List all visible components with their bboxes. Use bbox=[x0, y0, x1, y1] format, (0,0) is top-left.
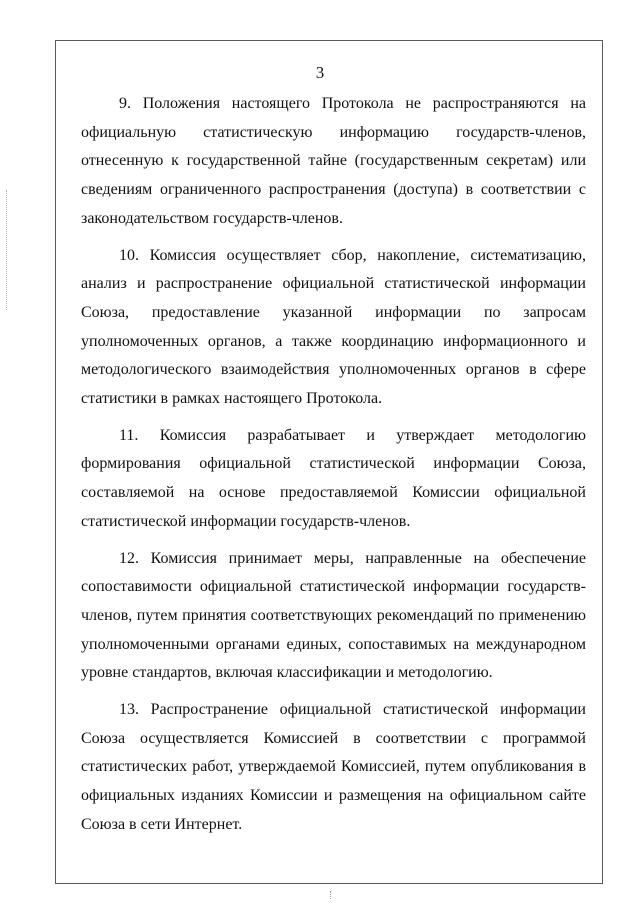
paragraph-12: 12. Комиссия принимает меры, направленные на обеспечение сопоставимости официальной статистической информации государств-членов, путем принятия соответствующих рекомендаций по применению уполномоченными органами единых, сопоставимых на международном уровне стандартов, включая классификации и методологию. bbox=[81, 549, 586, 682]
paragraph-10: 10. Комиссия осуществляет сбор, накопление, систематизацию, анализ и распространение официальной статистической информации Союза, предоставление указанной информации по запросам уполномоченных органов, а также координацию информационного и методологического взаимодействия уполномоченных органов в сфере статистики в рамках настоящего Протокола. bbox=[81, 246, 586, 408]
paragraph-11: 11. Комиссия разрабатывает и утверждает методологию формирования официальной статистической информации Союза, составляемой на основе предоставляемой Комиссии официальной статистической информации государств-членов. bbox=[81, 426, 586, 530]
scan-edge-mark bbox=[6, 190, 8, 310]
page-number: 3 bbox=[315, 63, 325, 82]
paragraph-13: 13. Распространение официальной статистической информации Союза осуществляется Комиссией в соответствии с программой статистических работ, утверждаемой Комиссией, путем опубликования в официальных изданиях Комиссии и размещения на официальном сайте Союза в сети Интернет. bbox=[81, 701, 586, 833]
document-body bbox=[81, 90, 586, 848]
scan-bottom-mark bbox=[330, 891, 332, 899]
paragraph-9: 9. Положения настоящего Протокола не распространяются на официальную статистическую информацию государств-членов, отнесенную к государственной тайне (государственным секретам) или сведениям ограниченного распространения (доступа) в соответствии с законодательством государств-членов. bbox=[81, 95, 586, 227]
